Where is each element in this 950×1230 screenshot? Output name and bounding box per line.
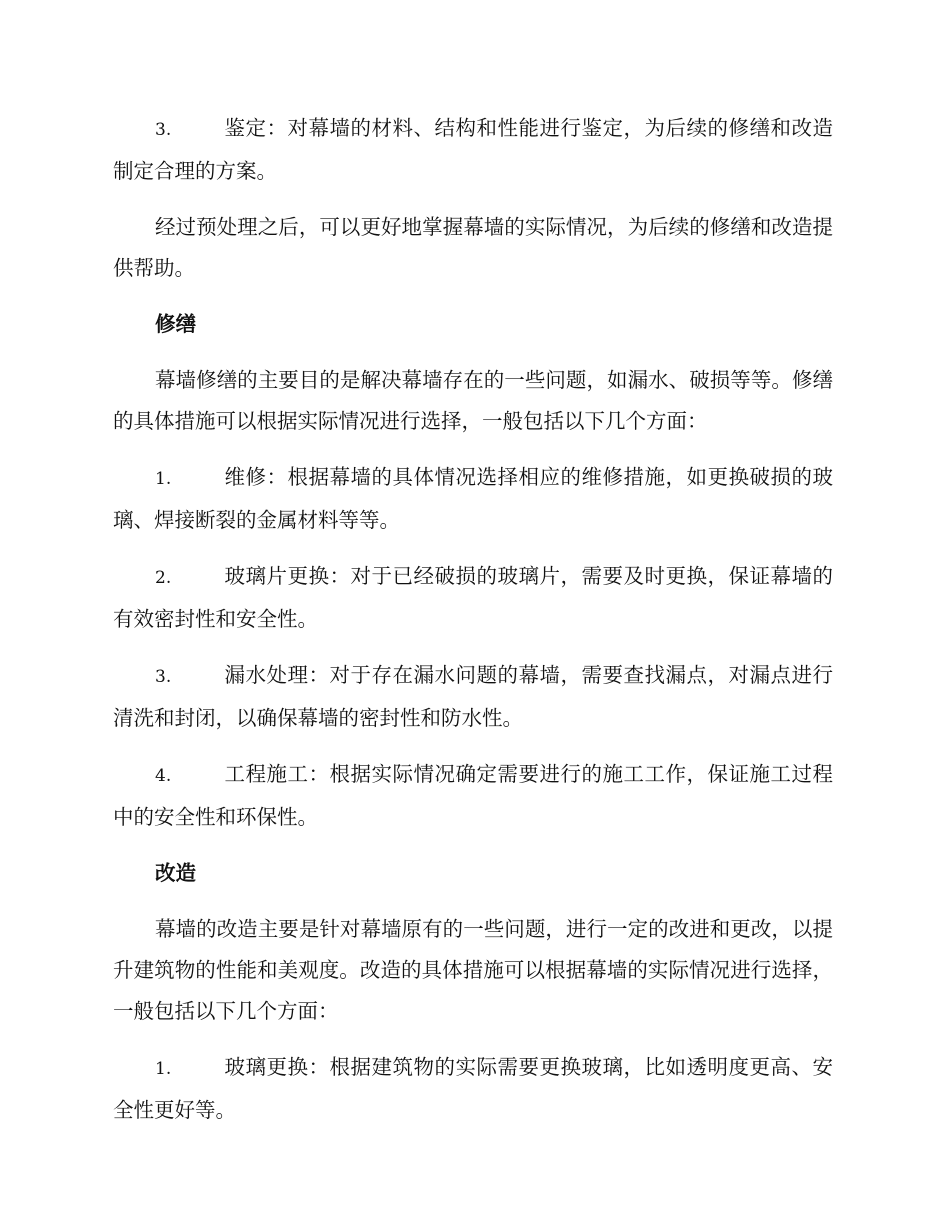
list-number: 2. (155, 568, 172, 588)
section-heading-renovation: 改造 (155, 861, 196, 885)
list-number: 1. (155, 469, 172, 489)
list-number: 3. (155, 667, 172, 687)
list-item-text: 维修：根据幕墙的具体情况选择相应的维修措施，如更换破损的玻璃、焊接断裂的金属材料等等。 (113, 465, 833, 532)
paragraph-renovation-intro: 幕墙的改造主要是针对幕墙原有的一些问题，进行一定的改进和更改，以提升建筑物的性能和美观度。改造的具体措施可以根据幕墙的实际情况进行选择，一般包括以下几个方面： (113, 917, 833, 1023)
section-heading-repair: 修缮 (155, 312, 196, 336)
list-number: 4. (155, 766, 172, 786)
list-item-text: 工程施工：根据实际情况确定需要进行的施工工作，保证施工过程中的安全性和环保性。 (113, 762, 833, 829)
list-item-text: 玻璃更换：根据建筑物的实际需要更换玻璃，比如透明度更高、安全性更好等。 (113, 1055, 833, 1122)
paragraph-preprocessing-summary: 经过预处理之后，可以更好地掌握幕墙的实际情况，为后续的修缮和改造提供帮助。 (113, 215, 833, 280)
list-item-glass-replacement (113, 1047, 833, 1131)
document-body (113, 108, 833, 1146)
list-number: 3. (155, 120, 172, 140)
list-item-text: 漏水处理：对于存在漏水问题的幕墙，需要查找漏点，对漏点进行清洗和封闭，以确保幕墙的密封性和防水性。 (113, 663, 833, 730)
list-number: 1. (155, 1059, 172, 1079)
paragraph-repair-intro: 幕墙修缮的主要目的是解决幕墙存在的一些问题，如漏水、破损等等。修缮的具体措施可以根据实际情况进行选择，一般包括以下几个方面： (113, 368, 833, 433)
list-item-maintenance (113, 457, 833, 541)
list-item-text: 鉴定：对幕墙的材料、结构和性能进行鉴定，为后续的修缮和改造制定合理的方案。 (113, 116, 833, 183)
list-item-appraisal (113, 108, 833, 192)
list-item-glass-pane-replacement (113, 556, 833, 640)
list-item-text: 玻璃片更换：对于已经破损的玻璃片，需要及时更换，保证幕墙的有效密封性和安全性。 (113, 564, 833, 631)
list-item-construction (113, 754, 833, 838)
list-item-leak-treatment (113, 655, 833, 739)
